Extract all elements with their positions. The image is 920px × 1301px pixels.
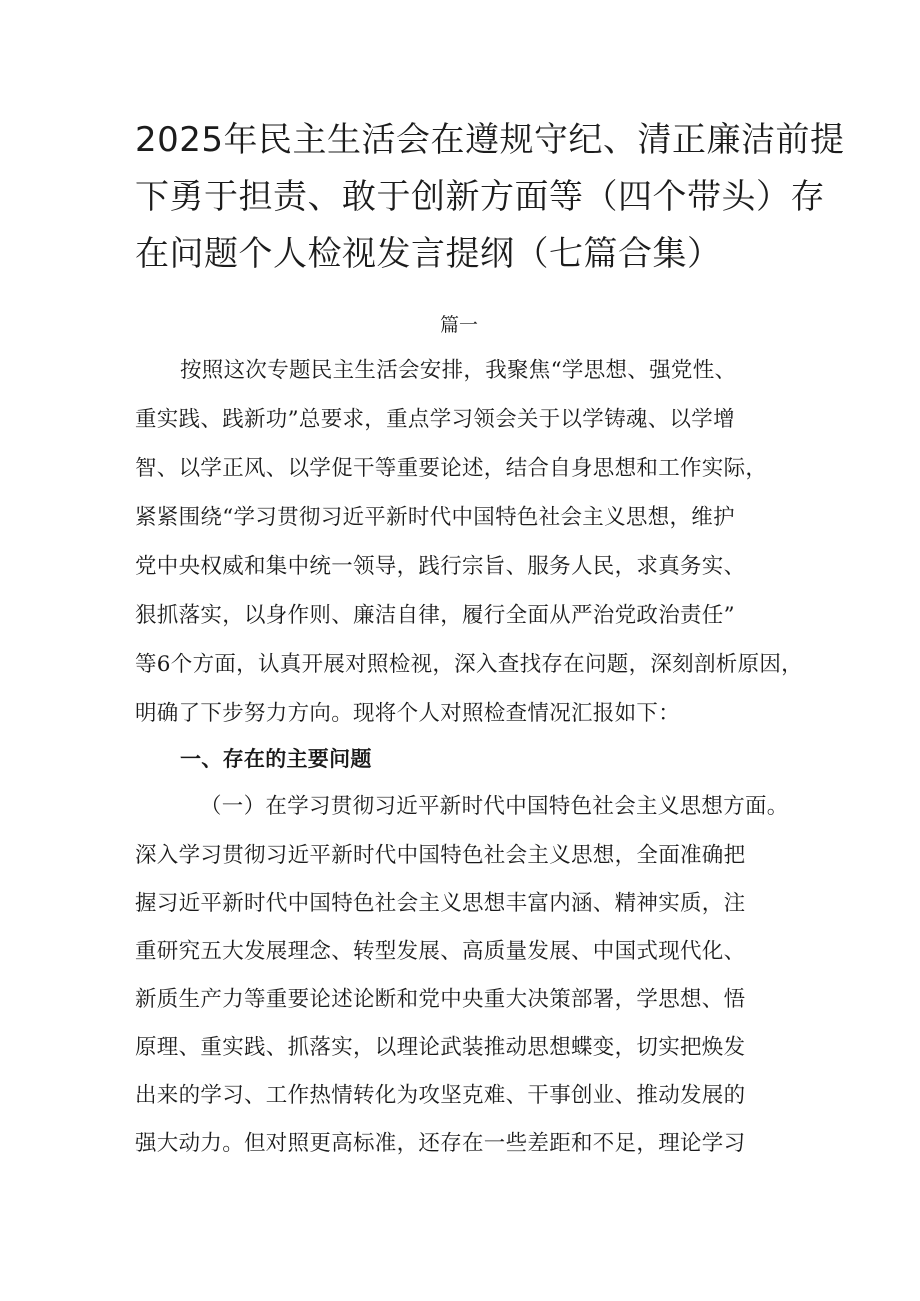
paragraph-line: 强大动力。但对照更高标准，还存在一些差距和不足，理论学习 xyxy=(135,1131,746,1156)
paragraph-line: 深入学习贯彻习近平新时代中国特色社会主义思想，全面准确把 xyxy=(135,843,746,868)
sub-heading: （一）在学习贯彻习近平新时代中国特色社会主义思想方面。 xyxy=(200,794,789,819)
intro-line: 紧紧围绕“学习贯彻习近平新时代中国特色社会主义思想，维护 xyxy=(135,505,735,530)
title-line: 2025年民主生活会在遵规守纪、清正廉洁前提 xyxy=(135,120,845,160)
section-heading: 一、存在的主要问题 xyxy=(180,747,372,771)
paragraph-line: 出来的学习、工作热情转化为攻坚克难、干事创业、推动发展的 xyxy=(135,1083,746,1108)
intro-line: 狠抓落实，以身作则、廉洁自律，履行全面从严治党政治责任” xyxy=(135,603,735,628)
intro-line: 党中央权威和集中统一领导，践行宗旨、服务人民，求真务实、 xyxy=(135,554,746,579)
intro-line: 明确了下步努力方向。现将个人对照检查情况汇报如下： xyxy=(135,701,681,726)
document-title xyxy=(135,112,845,283)
section-label: 篇一 xyxy=(440,314,479,336)
paragraph-line: 重研究五大发展理念、转型发展、高质量发展、中国式现代化、 xyxy=(135,939,746,964)
paragraph-line: 握习近平新时代中国特色社会主义思想丰富内涵、精神实质，注 xyxy=(135,891,746,916)
intro-line: 按照这次专题民主生活会安排，我聚焦“学思想、强党性、 xyxy=(180,358,737,383)
paragraph-line: 新质生产力等重要论述论断和党中央重大决策部署，学思想、悟 xyxy=(135,987,746,1012)
intro-line: 等6个方面，认真开展对照检视，深入查找存在问题，深刻剖析原因， xyxy=(135,652,803,677)
intro-line: 重实践、践新功”总要求，重点学习领会关于以学铸魂、以学增 xyxy=(135,407,735,432)
intro-line: 智、以学正风、以学促干等重要论述，结合自身思想和工作实际， xyxy=(135,456,768,481)
title-line: 在问题个人检视发言提纲（七篇合集） xyxy=(135,234,722,274)
title-line: 下勇于担责、敢于创新方面等（四个带头）存 xyxy=(135,177,825,217)
paragraph-line: 原理、重实践、抓落实，以理论武装推动思想蝶变，切实把焕发 xyxy=(135,1035,746,1060)
